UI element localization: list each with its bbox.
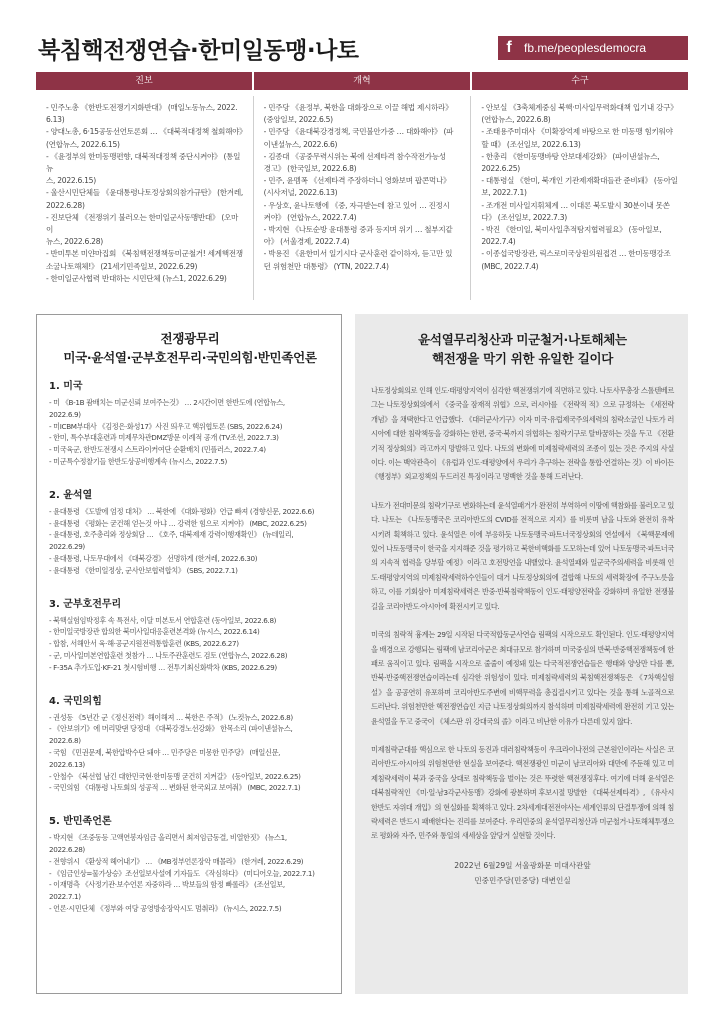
section-item: - 안철수 《북선협 남긴 대한민국현·한미동맹 굳건히 지켜갈》 (동아일보, 2022.6.25) <box>49 771 301 781</box>
news-item: - 진보단체 《전쟁위기 불러오는 한미일군사동맹반대》 (오마이 <box>46 212 239 235</box>
news-item: - 울산시민단체들 《윤대통령나토정상회의참가규탄》 (한겨레, <box>46 188 243 198</box>
section-item: - 전향위시 《환상적 헤어내기》 … 《MB정부언론장악 매몰라》 (한겨레, 2022.6.29) <box>49 856 304 866</box>
section-item: 2022.6.8) <box>49 736 81 746</box>
section-item: 2022.6.28) <box>49 844 85 854</box>
news-item: 경고》 (한국일보, 2022.6.8) <box>263 164 357 174</box>
section-item: 2022.7.1) <box>49 892 81 902</box>
section-item: - 《안보위기》에 머리맞댄 당정대 《대북강경노선강화》 한목소리 (파이낸셜뉴스, <box>49 724 293 734</box>
section-item: 2022.6.13) <box>49 759 85 769</box>
news-item: 2022.7.4) <box>481 237 516 247</box>
section-item: - F-35A 추가도입·KF-21 첫시험비행 … 전투기최신화박차 (KBS, 2022.6.29) <box>49 662 277 672</box>
left-sections <box>49 377 331 927</box>
facebook-url: fb.me/peoplesdemocra <box>524 41 647 55</box>
column-heading-conservative: 수구 <box>472 72 688 90</box>
section-item: - 군, 미사일미본연합훈련 첫참가 … 나토주관훈련도 검토 (연합뉴스, 2022.6.28) <box>49 650 288 660</box>
column-heading-progressive: 진보 <box>36 72 252 90</box>
section-item: - 국힘 《민권문제, 북한압박수단 돼야 … 민주당은 미몽한 민주당》 (매일신문, <box>49 747 281 757</box>
news-item: (중앙일보, 2022.6.5) <box>263 115 333 125</box>
section-spacer <box>49 674 331 686</box>
section-item: - 한미, 특수부대훈련과 미제무차관DMZ방문 이례적 공개 (TV조선, 2022.7.3) <box>49 433 279 443</box>
section-spacer <box>49 577 331 589</box>
section-spacer <box>49 468 331 480</box>
section-item: - 윤대통령, 나토무대에서 《대북강경》 선명하게 (한겨레, 2022.6.30) <box>49 553 258 563</box>
section-spacer <box>49 915 331 927</box>
facebook-icon: f <box>506 39 512 56</box>
section-item: - 언론·시민단체 《정부와 여당 공영방송장악시도 멈춰라》 (뉴시스, 2022.7.5) <box>49 903 282 913</box>
left-title <box>49 329 331 367</box>
section-heading: 2. 윤석열 <box>49 489 93 501</box>
statement-body <box>371 384 674 844</box>
news-item: - 조개전 미사일지휘체계 … 이대론 북도발시 30분이내 못쏜 <box>481 200 670 210</box>
news-item: 켜야》 (연합뉴스, 2022.7.4) <box>263 212 357 222</box>
statement-paragraph: 미국의 침략적 흉계는 29일 시작된 다국적합동군사연습 림팩의 시작으로도 확인된다. 인도·태평양지역을 배경으로 강행되는 림팩에 남코리아군은 최대규모로 참가하며 미국중심의 반북·반중핵전쟁책동에 한패로 움직이고 있다. 림팩을 시작으로 줄줄이 예정돼 있는 다국적전쟁연습들은 행태와 양상만 다를 뿐, 반북·반중핵전쟁연습이라는데 심각한 위험성이 있다. 미제침략세력의 북침핵전쟁책동은 《7차핵실험설》을 공공연히 유포하며 코리아반도주변에 비핵무력을 총집결시키고 있다는 것을 통해 노골적으로 드러난다. 위험천만한 핵전쟁연습인 지금 나토정상회의까지 참석하며 미제침략세력에 완전히 기고 있는 윤석열을 두고 중국이 《체스판 위 강대국의 졸》이라고 비난한 이유가 다른데 있지 않다. <box>371 630 674 726</box>
news-item: 2022.6.28) <box>46 200 85 210</box>
right-title <box>371 330 674 368</box>
news-item: 다》 (조선일보, 2022.7.3) <box>481 212 567 222</box>
news-item: - 박진 《한미일, 북미사일추적탐지협력필요》 (동아일보, <box>481 225 662 235</box>
facebook-link[interactable] <box>498 36 688 60</box>
news-item: - 《윤정부의 한미동맹편향, 대북적대정책 중단시켜야》 (통일뉴 <box>46 151 241 174</box>
section-item: - 윤대통령 《평화는 굳건해 얻는것 아냐 … 강력한 힘으로 지켜야》 (MBC, 2022.6.25) <box>49 518 307 528</box>
news-item: (MBC, 2022.7.4) <box>481 261 539 271</box>
section-item: - 권성동 《5년간 군《정신전력》해이해져 … 북한은 주적》 (노컷뉴스, 2022.6.8) <box>49 712 293 722</box>
news-item: 6.13) <box>46 115 65 125</box>
news-item: - 박용진 《윤한미서 일기시다 군사훈련 같이하자, 듣고만 있 <box>263 249 453 259</box>
column-conservative <box>471 96 688 300</box>
news-item: 아》 (서울경제, 2022.7.4) <box>263 237 350 247</box>
section-item: - 윤대통령 《한미일정상, 군사안보협력합치》 (SBS, 2022.7.1) <box>49 565 238 575</box>
news-item: 소굴나토해체!》 (21세기민족일보, 2022.6.29) <box>46 261 198 271</box>
signature-org: 민중민주당(민중당) 대변인실 <box>474 875 571 885</box>
section-item: - 미군특수정찰기들 한반도상공비행계속 (뉴시스, 2022.7.5) <box>49 456 227 466</box>
news-item: (연합뉴스, 2022.6.15) <box>46 139 120 149</box>
news-item: - 박지현 《나토순방 윤대통령 중과 등지며 위기 … 철부지같 <box>263 225 453 235</box>
news-item: - 우상호, 윤나토행에 《중, 자극받는데 참고 있어 … 진정시 <box>263 200 450 210</box>
column-progressive <box>36 96 254 300</box>
section-heading: 4. 국민의힘 <box>49 695 102 707</box>
section-item: - 박지현 《조중동등 고액연봉자임금 올리면서 최저임금동결, 비열한짓》 (뉴스1, <box>49 833 287 843</box>
news-item: - 안보실 《3축체계중심 북핵·미사일무력화대책 입기내 강구》 <box>481 103 678 112</box>
section-item: - 《임금인상=물가상승》조선일보사설에 기자들도 《작심하다》 (미디어오늘, 2022.7.1) <box>49 868 315 878</box>
page-title: 북침핵전쟁연습·한미일동맹·나토 <box>38 38 359 64</box>
news-item: 던 위험천만 대통령》 (YTN, 2022.7.4) <box>263 261 389 271</box>
section-item: - 북핵실험임박정후 속 특전사, 이달 미본토서 연합훈련 (동아일보, 2022.6.8) <box>49 615 277 625</box>
news-item: 스, 2022.6.15) <box>46 176 96 186</box>
section-item: - 이재명측 《사정기관·보수언론 자중하라 … 박보들의 함정 빠롤라》 (조선일보, <box>49 880 285 890</box>
news-item: - 조태용주미대사 《미확장억제 바탕으로 한 미동맹 힘키워야 <box>481 127 673 137</box>
left-title-line2: 미국·윤석열·군부호전무리·국민의힘·반민족언론 <box>63 350 317 365</box>
news-item: (연합뉴스, 2022.6.8) <box>481 115 551 125</box>
news-item: 뉴스, 2022.6.28) <box>46 237 103 247</box>
column-reform <box>254 96 472 300</box>
section-item: - 합참, 서해안서 육·해·공군지원전력통합훈련 (KBS, 2022.6.27) <box>49 639 239 649</box>
news-item: - 민주노총 《한반도전쟁기지화반대》 (매일노동뉴스, 2022. <box>46 103 238 112</box>
column-heading-reform: 개혁 <box>254 72 470 90</box>
news-item: - 민주당 《윤대북강경정책, 국민불안가중 … 대화해야》 (파 <box>263 127 454 137</box>
news-item: - 반미투본 미얀마집회 《북침핵전쟁책동미군철거! 세계핵전쟁 <box>46 249 243 259</box>
statement-paragraph: 나토정상회의로 인해 인도·태평양지역이 심각한 핵전쟁위기에 직면하고 있다. 나토사무총장 스톨텐베르그는 나토정상회의에서 《중국을 잠재적 위협》으로, 러시아를 《전략적 적》으로 규정하는 《새전략개념》을 채택한다고 언급했다. 《대러군사기구》이자 미국·유럽제국주의세력의 침략소굴인 나토가 러시아에 대한 침략책동을 강화하는 한편, 중국·북까지 위협하는 침략기구로 탈바꿈하는 것을 두고 《전환기적 정상회의》라고까지 망발하고 있다. 나토의 변화에 미제침략세력의 조종이 있는 것은 주지의 사실이다. 이는 백악관측이 《유럽과 인도·태평양에서 우리가 추구하는 전략을 통합·연결하는 것》이 바이든《행정부》외교정책의 두드러진 특징이라고 명백한 것을 통해 드러난다. <box>371 386 674 482</box>
news-columns <box>36 96 688 300</box>
left-title-line1: 전쟁광무리 <box>160 331 220 346</box>
news-item: (시사저널, 2022.6.13) <box>263 188 338 198</box>
news-item: - 한총리 《한미동맹바탕 안보대세강화》 (파이낸셜뉴스, <box>481 151 660 161</box>
section-item: - 윤대통령, 호주총리와 정상회담 … 《호주, 대북제재 강력이행재확인》 (뉴데일리, <box>49 530 294 540</box>
news-item: - 대통령실 《한미, 북개인 기관제재확대들관 준비돼》 (동아일 <box>481 176 678 186</box>
page-header <box>38 30 688 66</box>
section-spacer <box>49 794 331 806</box>
column-headers <box>36 72 688 90</box>
right-title-line1: 윤석열무리청산과 미군철거·나토해체는 <box>418 332 627 347</box>
section-heading: 5. 반민족언론 <box>49 816 112 828</box>
section-item: - 한미일국방장관 합의한 북미사일대응훈련본격화 (뉴시스, 2022.6.14) <box>49 627 260 637</box>
statement-box <box>355 314 688 994</box>
news-item: - 김종대 《공중무력시위는 북에 선제타격 참수작전가능성 <box>263 151 446 161</box>
section-item: 2022.6.9) <box>49 409 81 419</box>
section-item: 2022.6.29) <box>49 542 85 552</box>
section-heading: 1. 미국 <box>49 381 83 392</box>
statement-paragraph: 미제침략군대를 핵심으로 한 나토의 동진과 대러침략책동이 우크라이나전의 근본원인이라는 사실은 코리아반도·아시아의 위험천만한 현실을 보여준다. 핵전쟁광인 미군이 남코리아와 대만에 주둔해 있고 미제침략세력이 북과 중국을 상대로 침략책동을 벌이는 것은 뚜렷한 핵전쟁징후다. 여기에 더해 윤석열은 대북침략적인 《미·일·남3각군사동맹》강화에 광분하며 후보시절 망발한 《대북선제타격》, 《유사시 한반도 자위대 개입》의 현실화를 획책하고 있다. 2차세계대전전야사는 세계인류의 단결투쟁에 의해 침략세력은 반드시 패배한다는 진리를 보여준다. 우리민중의 윤석열무리청산과 미군철거·나토해체투쟁으로 평화와 자주, 민주와 통일의 새세상을 앞당겨 실현할 것이다. <box>371 744 674 841</box>
section-item: - 국민의힘 《대통령 나토회의 성공적 … 변화된 한국외교 보여줘》 (MBC, 2022.7.1) <box>49 783 301 793</box>
section-item: - 미국육군, 한반도전쟁시 스트라이커여단 순환배치 (민플러스, 2022.7.4) <box>49 445 266 455</box>
right-title-line2: 핵전쟁을 막기 위한 유일한 길이다 <box>431 351 614 366</box>
news-item: - 양대노총, 6·15공동선언토론회 … 《대북적대정책 철회해야》 <box>46 127 247 137</box>
news-item: 보, 2022.7.1) <box>481 188 527 198</box>
signature-block <box>371 858 674 888</box>
warmonger-box <box>36 314 342 994</box>
section-item: - 미 《B-1B 괌배치는 미군신뢰 보여주는것》 … 2시간이면 한반도에 (연합뉴스, <box>49 398 285 407</box>
news-item: - 이종섭국방장관, 릭스로미국상원의원접견 … 한미동맹강조 <box>481 249 671 259</box>
news-item: 이낸셜뉴스, 2022.6.6) <box>263 139 338 149</box>
section-heading: 3. 군부호전무리 <box>49 598 122 610</box>
news-item: - 한미일군사협력 반대하는 시민단체 (뉴스1, 2022.6.29) <box>46 273 227 283</box>
signature-date-place: 2022년 6월29일 서울광화문 미대사관앞 <box>454 860 591 870</box>
news-item: - 민주당 《윤정부, 북한을 대화장으로 이끌 해법 제시하라》 <box>263 103 453 112</box>
news-item: - 민주, 윤멤폭 《선제타격 주장하더니 영화보며 팝콘먹나》 <box>263 176 451 186</box>
section-item: - 윤대통령 《도발에 엄정 대처》 … 북한에 《대화·평화》언급 빠져 (경향신문, 2022.6.6) <box>49 506 315 516</box>
section-item: - 미ICBM부대사 《김정은·화성17》사진 띄우고 핵위협토론 (SBS, 2022.6.24) <box>49 421 283 431</box>
news-item: 2022.6.25) <box>481 164 520 174</box>
news-item: 할 때》 (조선일보, 2022.6.13) <box>481 139 581 149</box>
statement-paragraph: 나토가 전대미문의 침략기구로 변화하는데 윤석열패거가 완전히 부역하여 이땅에 핵참화를 불러오고 있다. 나토는 《나토동맹국은 코리아반도의 CVID를 전적으로 지지》를 비롯며 남을 나토와 완전히 유착시키려 획책하고 있다. 윤석열은 이에 부응하듯 나토동맹국·파트너국정상회의 연설에서 《북핵문제에 있어 나토동맹국이 한국을 지지해준 것을 평가하고 북한비핵화를 도모하는데 있어 나토동맹국·파트너국의 지속적 협력을 당부할 예정》이라고 호전망언을 내뱉었다. 윤석열패와 일군국주의세력을 비롯해 인도·태평양지역의 미제침략세력하수인들이 대거 나토정상회의에 결합해 나토의 세력확장에 주구노릇을 하고, 이를 기회삼아 미제침략세력은 반중·반북침략책동이 인도·태평양전략을 강화하며 유일한 전쟁불길을 코리아반도·아시아에 확전시키고 있다. <box>371 500 674 611</box>
